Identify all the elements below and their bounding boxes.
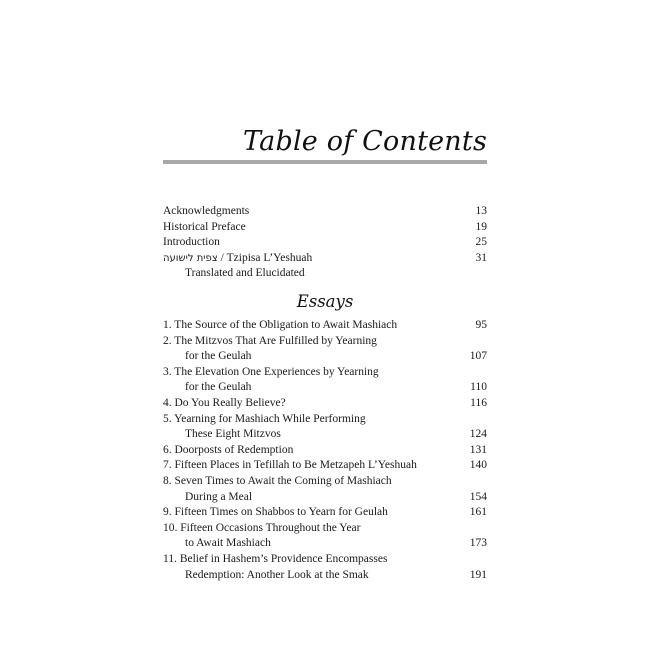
toc-entry-continuation <box>163 490 487 506</box>
entry-page: 161 <box>469 506 487 519</box>
entry-title: 2. The Mitzvos That Are Fulfilled by Yearning <box>163 334 377 347</box>
entry-title: 5. Yearning for Mashiach While Performing <box>163 412 366 425</box>
entry-title: 11. Belief in Hashem’s Providence Encompasses <box>163 552 388 565</box>
entry-page: 95 <box>475 319 487 331</box>
entry-page: 154 <box>469 490 487 503</box>
toc-entry <box>163 521 487 537</box>
entry-page: 131 <box>469 443 487 456</box>
entry-page: 13 <box>475 205 487 217</box>
toc-entry <box>163 235 487 251</box>
entry-title-english: / Tzipisa L’Yeshuah <box>217 251 313 264</box>
entry-title: Translated and Elucidated <box>185 267 305 280</box>
entry-page: 19 <box>475 220 487 233</box>
entry-page: 173 <box>469 537 487 550</box>
entry-title: During a Meal <box>185 490 253 503</box>
toc-entry <box>163 396 487 412</box>
toc-entry-continuation <box>163 266 487 282</box>
entry-title: Historical Preface <box>163 220 246 233</box>
entry-title: for the Geulah <box>185 350 252 363</box>
entry-page: 25 <box>475 236 487 249</box>
toc-entry <box>163 412 487 428</box>
entry-page: 110 <box>470 381 487 394</box>
entry-title: 8. Seven Times to Await the Coming of Mashiach <box>163 474 392 487</box>
entry-page: 124 <box>469 428 487 441</box>
entry-title: 9. Fifteen Times on Shabbos to Yearn for Geulah <box>163 506 388 519</box>
toc-entry-continuation <box>163 427 487 443</box>
toc-entry <box>163 318 487 334</box>
toc-entry <box>163 474 487 490</box>
toc-entry-continuation <box>163 568 487 584</box>
toc-entry <box>163 552 487 568</box>
toc-entry-continuation <box>163 349 487 365</box>
entry-title: Introduction <box>163 236 220 249</box>
front-matter-list <box>163 204 487 282</box>
title-rule <box>163 160 487 164</box>
section-heading: Essays <box>296 292 354 311</box>
entry-title: Redemption: Another Look at the Smak <box>185 568 369 581</box>
entry-page: 31 <box>475 251 487 264</box>
entry-title: 1. The Source of the Obligation to Await Mashiach <box>163 319 398 331</box>
essays-list <box>163 318 487 583</box>
entry-title: 7. Fifteen Places in Tefillah to Be Metzapeh L’Yeshuah <box>163 459 417 472</box>
toc-entry <box>163 220 487 236</box>
entry-title: 10. Fifteen Occasions Throughout the Year <box>163 521 361 534</box>
entry-title: These Eight Mitzvos <box>185 428 281 441</box>
entry-title: Acknowledgments <box>163 205 250 217</box>
toc-entry <box>163 505 487 521</box>
page-title: Table of Contents <box>243 126 487 157</box>
toc-entry <box>163 251 487 267</box>
entry-page: 107 <box>469 350 487 363</box>
toc-entry <box>163 365 487 381</box>
entry-title: for the Geulah <box>185 381 252 394</box>
toc-entry <box>163 204 487 220</box>
toc-entry-continuation <box>163 536 487 552</box>
entry-title: to Await Mashiach <box>185 537 271 550</box>
entry-title <box>163 251 312 267</box>
entry-title: 6. Doorposts of Redemption <box>163 443 294 456</box>
entry-title: 4. Do You Really Believe? <box>163 396 286 409</box>
toc-entry-continuation <box>163 380 487 396</box>
toc-entry <box>163 334 487 350</box>
toc-entry <box>163 458 487 474</box>
entry-page: 191 <box>469 568 487 581</box>
entry-page: 140 <box>469 459 487 472</box>
entry-title: 3. The Elevation One Experiences by Yearning <box>163 365 379 378</box>
entry-page: 116 <box>470 396 487 409</box>
toc-entry <box>163 443 487 459</box>
hebrew-title: צפית לישועה <box>163 252 218 264</box>
